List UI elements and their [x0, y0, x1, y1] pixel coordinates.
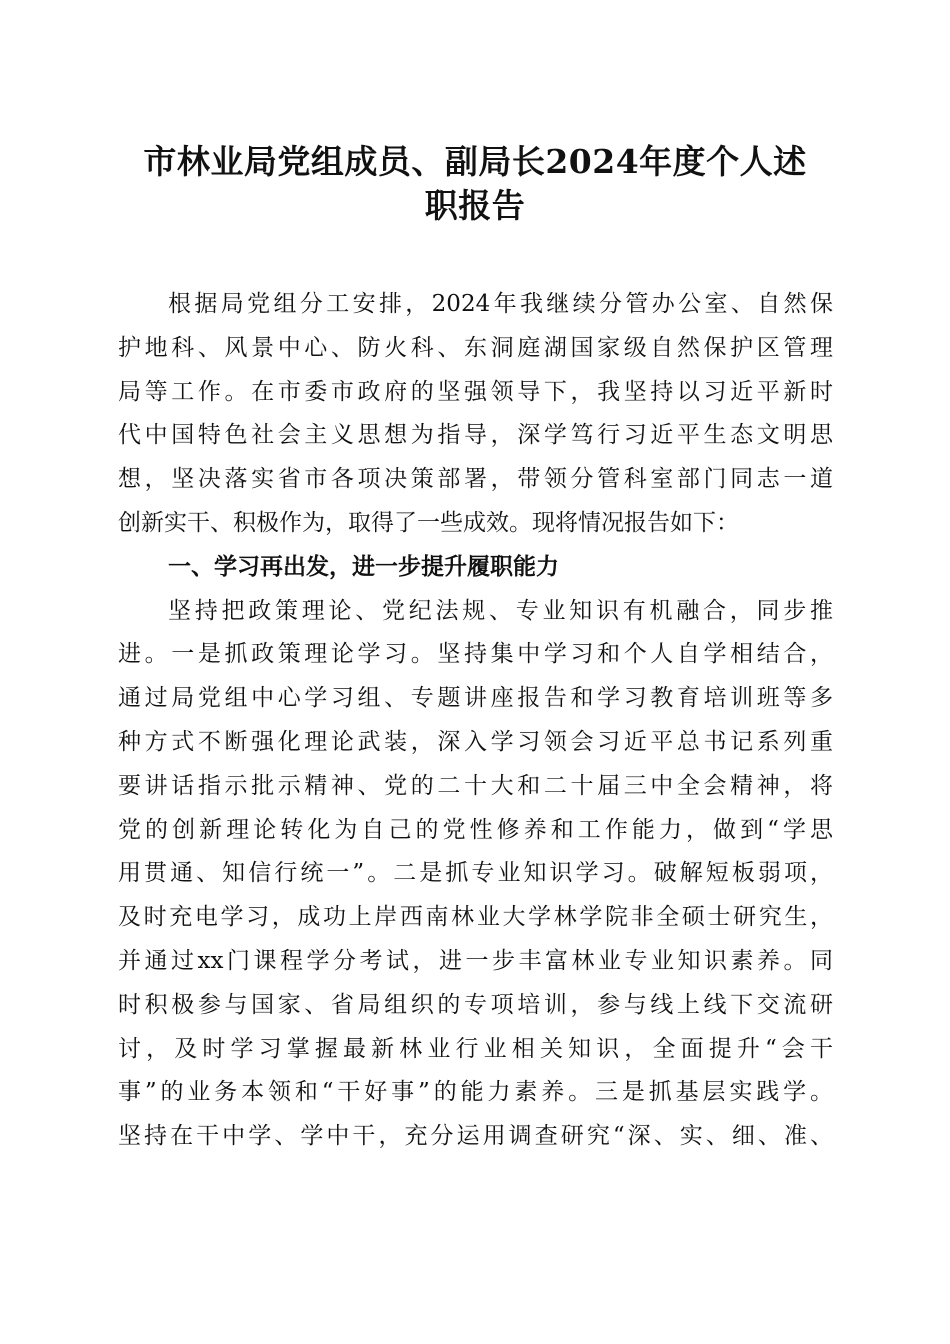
- paragraph-line: 创新实干、积极作为，取得了一些成效。现将情况报告如下：: [118, 509, 739, 536]
- paragraph-line: 要讲话指示批示精神、党的二十大和二十届三中全会精神，将: [118, 772, 833, 799]
- paragraph-line: 想，坚决落实省市各项决策部署，带领分管科室部门同志一道: [118, 466, 833, 493]
- paragraph-line: 局等工作。在市委市政府的坚强领导下，我坚持以习近平新时: [118, 378, 833, 405]
- document-body: [118, 283, 833, 1159]
- paragraph-line: 用贯通、知信行统一”。二是抓专业知识学习。破解短板弱项，: [118, 860, 833, 887]
- document-title: [110, 140, 840, 228]
- title-line: 职报告: [424, 186, 526, 225]
- paragraph-line: 及时充电学习，成功上岸西南林业大学林学院非全硕士研究生，: [118, 904, 833, 931]
- paragraph-line: 并通过xx门课程学分考试，进一步丰富林业专业知识素养。同: [118, 947, 833, 974]
- paragraph-line: 事”的业务本领和“干好事”的能力素养。三是抓基层实践学。: [118, 1079, 833, 1106]
- paragraph-line: 坚持在干中学、学中干，充分运用调查研究“深、实、细、准、: [118, 1123, 833, 1150]
- section-heading: 一、学习再出发，进一步提升履职能力: [168, 553, 559, 580]
- title-line: 市林业局党组成员、副局长2024年度个人述: [143, 142, 807, 181]
- paragraph-line: 护地科、风景中心、防火科、东洞庭湖国家级自然保护区管理: [118, 334, 833, 361]
- paragraph-line: 坚持把政策理论、党纪法规、专业知识有机融合，同步推: [168, 597, 833, 624]
- paragraph-line: 进。一是抓政策理论学习。坚持集中学习和个人自学相结合，: [118, 641, 833, 668]
- paragraph-line: 讨，及时学习掌握最新林业行业相关知识，全面提升“会干: [118, 1035, 833, 1062]
- paragraph-line: 种方式不断强化理论武装，深入学习领会习近平总书记系列重: [118, 728, 833, 755]
- paragraph-line: 代中国特色社会主义思想为指导，深学笃行习近平生态文明思: [118, 422, 833, 449]
- paragraph-line: 根据局党组分工安排，2024年我继续分管办公室、自然保: [168, 291, 833, 317]
- paragraph-line: 通过局党组中心学习组、专题讲座报告和学习教育培训班等多: [118, 685, 833, 712]
- paragraph-line: 党的创新理论转化为自己的党性修养和工作能力，做到“学思: [118, 816, 833, 843]
- paragraph-line: 时积极参与国家、省局组织的专项培训，参与线上线下交流研: [118, 991, 833, 1018]
